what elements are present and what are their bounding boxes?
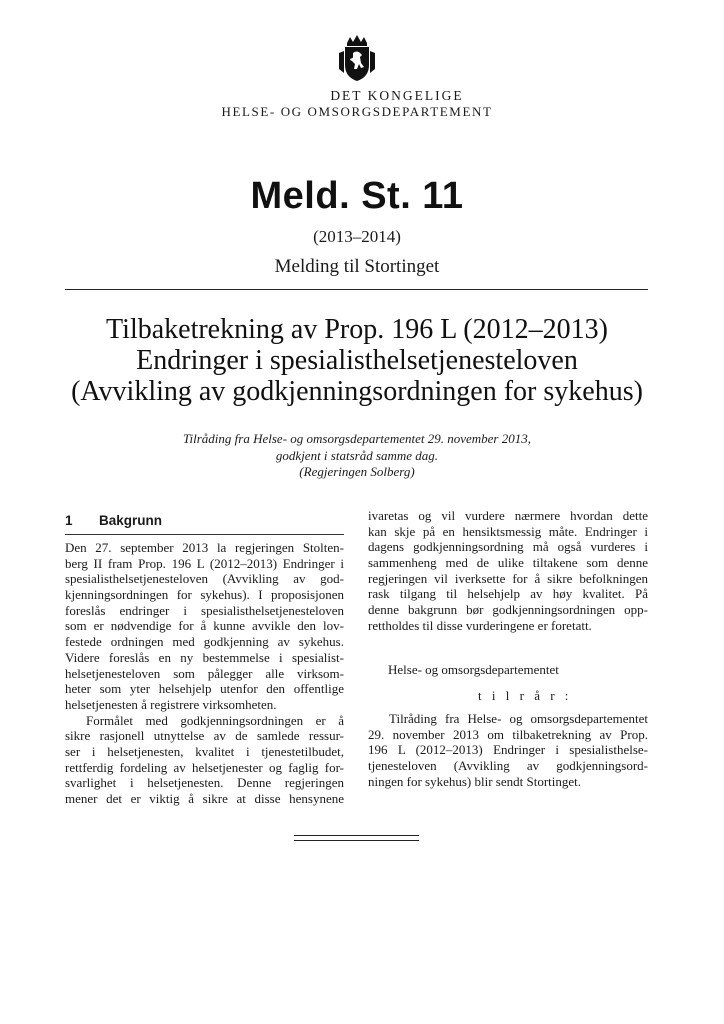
text-line: Den 27. september 2013 la regjeringen Stolten- [65, 540, 344, 555]
text-line: Videre foreslås en ny bestemmelse i spesialist- [65, 649, 344, 665]
main-title-line: Endringer i spesialisthelsetjenesteloven [136, 345, 578, 376]
end-divider-top [294, 835, 419, 836]
department-signature: Helse- og omsorgsdepartementet [388, 662, 559, 677]
text-line: festede ordningen med godkjenning av sykehus. [65, 634, 344, 650]
title-divider [65, 289, 648, 290]
text-line: denne bakgrunn bør godkjenningsordningen opp- [368, 602, 648, 618]
approval-line: Tilråding fra Helse- og omsorgsdepartementet 29. november 2013, [183, 431, 531, 446]
section-number: 1 [65, 513, 73, 528]
text-line: svarlighet i helsetjenesten. Denne regjeringen [65, 775, 344, 791]
main-title [30, 314, 684, 407]
main-title-line: (Avvikling av godkjenningsordningen for sykehus) [71, 376, 643, 407]
royal-coat-of-arms-icon [333, 33, 381, 83]
text-line: kjenningsordningen for sykehus). I proposisjonen [65, 587, 344, 603]
ministry-name-line2: HELSE- OG OMSORGSDEPARTEMENT [221, 104, 493, 119]
end-divider-bottom [294, 840, 419, 841]
text-line: 29. november 2013 om tilbaketrekning av Prop. [368, 726, 648, 742]
approval-line: godkjent i statsråd samme dag. [275, 447, 439, 463]
text-line: mener det er viktig å sikre at disse hensynene [65, 791, 344, 806]
text-line: tjenesteloven (Avvikling av godkjenningsord- [368, 758, 648, 774]
text-line: helsetjenesten å registrere virksomheten. [65, 696, 277, 712]
document-subtitle: Melding til Stortinget [274, 256, 440, 277]
session-years: (2013–2014) [313, 227, 401, 246]
section-divider [65, 534, 344, 535]
text-line: regjeringen vil iverksette for å sikre befolkningen [368, 570, 648, 586]
text-line: berg II fram Prop. 196 L (2012–2013) Endringer i [65, 555, 344, 571]
text-line: rettholdes til disse vurderingene er foretatt. [368, 617, 592, 633]
text-line: rask tilgang til helsehjelp av høy kvalitet. På [368, 586, 648, 602]
right-column-text [368, 508, 648, 634]
text-line: ser i helsetjenesten, kvalitet i tjenestetilbudet, [65, 743, 344, 759]
text-line: helsetjenesteloven som pålegger alle virksom- [65, 665, 344, 681]
left-column-text [65, 540, 344, 807]
text-line: foreslås endringer i spesialisthelsetjenesteloven [65, 602, 344, 618]
document-id: Meld. St. 11 [250, 175, 464, 217]
section-title: Bakgrunn [99, 513, 163, 528]
section-heading [65, 513, 344, 528]
text-line: kan skje på en hensiktsmessig måte. Endringer i [368, 523, 648, 539]
text-line: som er nødvendige for å kunne avvikle den lov- [65, 618, 344, 634]
text-line: sammenheng med de ulike tiltakene som denne [368, 555, 648, 571]
text-line: dagens godkjenningsordning må også vurderes i [368, 539, 648, 555]
recommendation-text [368, 711, 648, 789]
tilrar-label: t i l r å r : [478, 688, 572, 703]
text-line: 196 L (2012–2013) Endringer i spesialisthelse- [368, 742, 648, 758]
text-line: sikre rasjonell utnyttelse av de samlede ressur- [65, 728, 344, 744]
text-line: heter som yter helsehjelp utenfor den offentlige [65, 681, 344, 697]
text-line: rettferdig fordeling av helsetjenester og faglig for- [65, 759, 344, 775]
approval-note [40, 431, 674, 481]
approval-line: (Regjeringen Solberg) [299, 464, 415, 479]
text-line: Tilråding fra Helse- og omsorgsdepartementet [389, 711, 648, 726]
main-title-line: Tilbaketrekning av Prop. 196 L (2012–2013) [106, 314, 608, 345]
text-line: ningen for sykehus) blir sendt Stortinget. [368, 773, 582, 789]
text-line: spesialisthelsetjenesteloven (Avvikling av god- [65, 571, 344, 587]
text-line: ivaretas og vil vurdere nærmere hvordan dette [368, 508, 648, 523]
text-line: Formålet med godkjenningsordningen er å [86, 712, 344, 728]
ministry-name-line1: DET KONGELIGE [330, 88, 464, 103]
